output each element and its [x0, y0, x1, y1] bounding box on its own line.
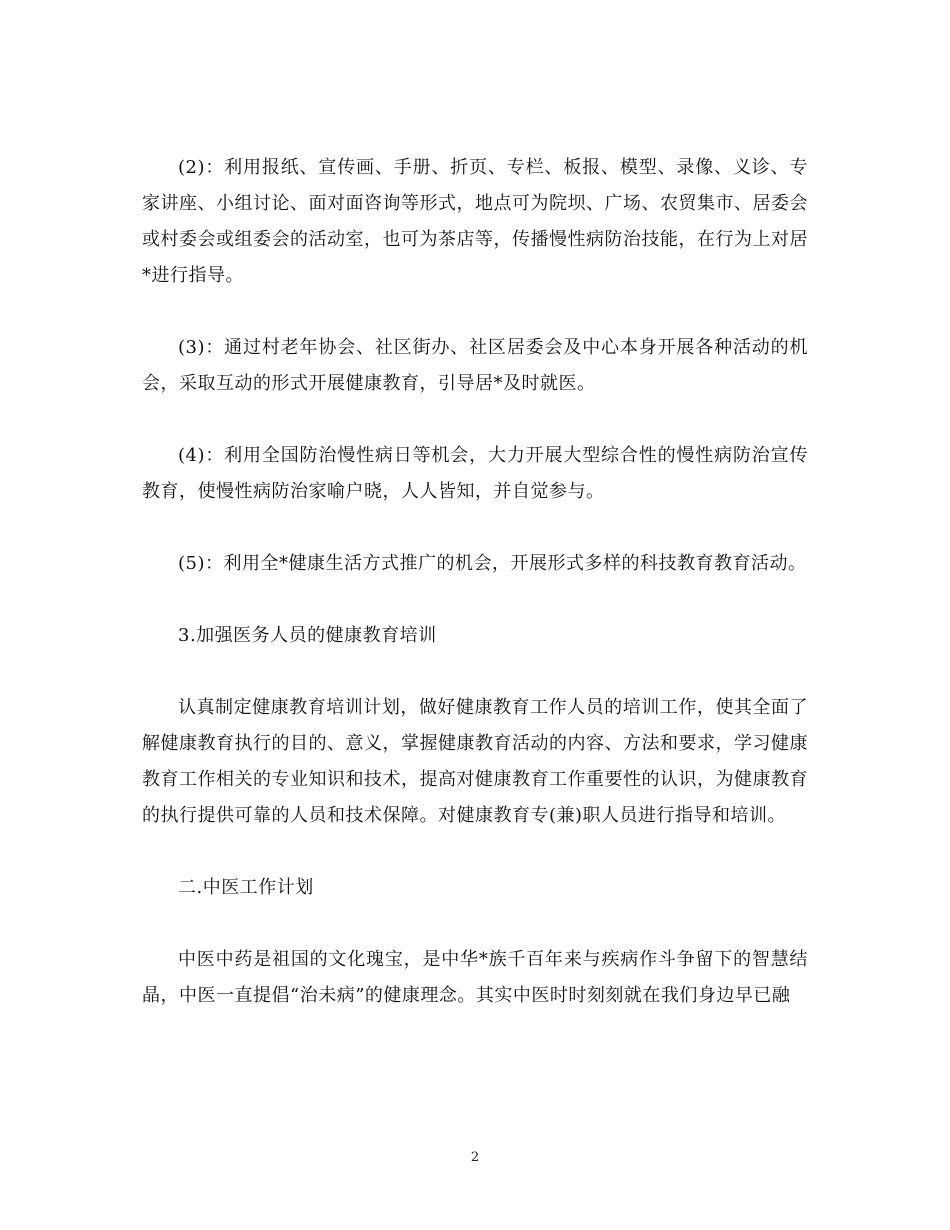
- paragraph-item-2: (2)：利用报纸、宣传画、手册、折页、专栏、板报、模型、录像、义诊、专家讲座、小组讨论、面对面咨询等形式，地点可为院坝、广场、农贸集市、居委会或村委会或组委会的活动室，也可为茶店等，传播慢性病防治技能，在行为上对居*进行指导。: [142, 157, 808, 286]
- paragraph-item-3: (3)：通过村老年协会、社区街办、社区居委会及中心本身开展各种活动的机会，采取互动的形式开展健康教育，引导居*及时就医。: [142, 337, 808, 394]
- paragraph-tcm-intro: 中医中药是祖国的文化瑰宝，是中华*族千百年来与疾病作斗争留下的智慧结晶，中医一直提倡“治未病”的健康理念。其实中医时时刻刻就在我们身边早已融: [142, 949, 808, 1006]
- section-heading-tcm: 二.中医工作计划: [178, 877, 314, 898]
- paragraph-item-4: (4)：利用全国防治慢性病日等机会，大力开展大型综合性的慢性病防治宣传教育，使慢性病防治家喻户晓，人人皆知，并自觉参与。: [142, 445, 808, 502]
- section-heading-training: 3.加强医务人员的健康教育培训: [178, 625, 437, 646]
- document-body: [142, 150, 808, 1050]
- paragraph-training-plan: 认真制定健康教育培训计划，做好健康教育工作人员的培训工作，使其全面了解健康教育执行的目的、意义，掌握健康教育活动的内容、方法和要求，学习健康教育工作相关的专业知识和技术，提高对健康教育工作重要性的认识，为健康教育的执行提供可靠的人员和技术保障。对健康教育专(兼)职人员进行指导和培训。: [142, 697, 808, 826]
- page-number: 2: [470, 1150, 480, 1165]
- paragraph-item-5: (5)：利用全*健康生活方式推广的机会，开展形式多样的科技教育教育活动。: [178, 553, 807, 574]
